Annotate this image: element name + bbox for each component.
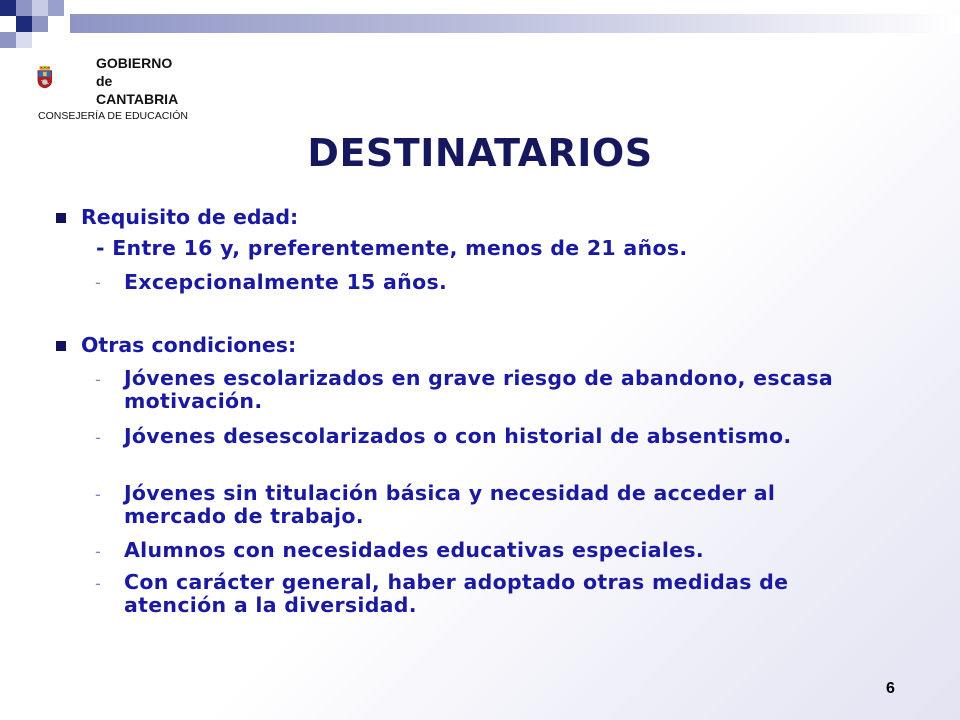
list-item: Con carácter general, haber adoptado otras medidas de atención a la diversidad. <box>124 570 789 617</box>
coat-of-arms-icon <box>36 50 96 110</box>
deco-square <box>32 16 48 32</box>
list-item: Jóvenes desescolarizados o con historial de absentismo. <box>124 424 792 448</box>
dash-icon: - <box>95 370 101 389</box>
deco-square <box>16 0 32 16</box>
org-name-line1: GOBIERNO <box>96 55 173 71</box>
dash-icon: - <box>95 542 101 561</box>
org-name-line2: de <box>96 73 113 89</box>
org-name <box>96 54 178 108</box>
bullet-square-icon <box>56 213 66 223</box>
slide-title: DESTINATARIOS <box>307 131 653 175</box>
deco-square <box>0 32 16 48</box>
deco-square <box>32 0 48 16</box>
dash-icon: - <box>95 485 101 504</box>
bullet-square-icon <box>56 341 66 351</box>
org-department: CONSEJERÍA DE EDUCACIÓN <box>38 110 188 122</box>
header-bar <box>70 14 960 33</box>
list-item: - Entre 16 y, preferentemente, menos de 21 años. <box>96 236 688 260</box>
dash-icon: - <box>95 574 101 593</box>
page-number: 6 <box>886 680 895 697</box>
deco-square <box>16 16 32 32</box>
list-item: Jóvenes escolarizados en grave riesgo de abandono, escasa motivación. <box>124 366 834 413</box>
list-item: Alumnos con necesidades educativas especiales. <box>124 538 704 562</box>
section-heading: Otras condiciones: <box>81 333 297 357</box>
org-name-line3: CANTABRIA <box>96 91 179 107</box>
deco-square <box>48 0 64 16</box>
deco-square <box>16 32 32 48</box>
list-item: Jóvenes sin titulación básica y necesidad de acceder al mercado de trabajo. <box>124 481 776 528</box>
dash-icon: - <box>95 273 101 292</box>
dash-icon: - <box>95 428 101 447</box>
deco-square <box>0 0 16 16</box>
section-heading: Requisito de edad: <box>81 205 299 229</box>
list-item: Excepcionalmente 15 años. <box>124 270 448 294</box>
